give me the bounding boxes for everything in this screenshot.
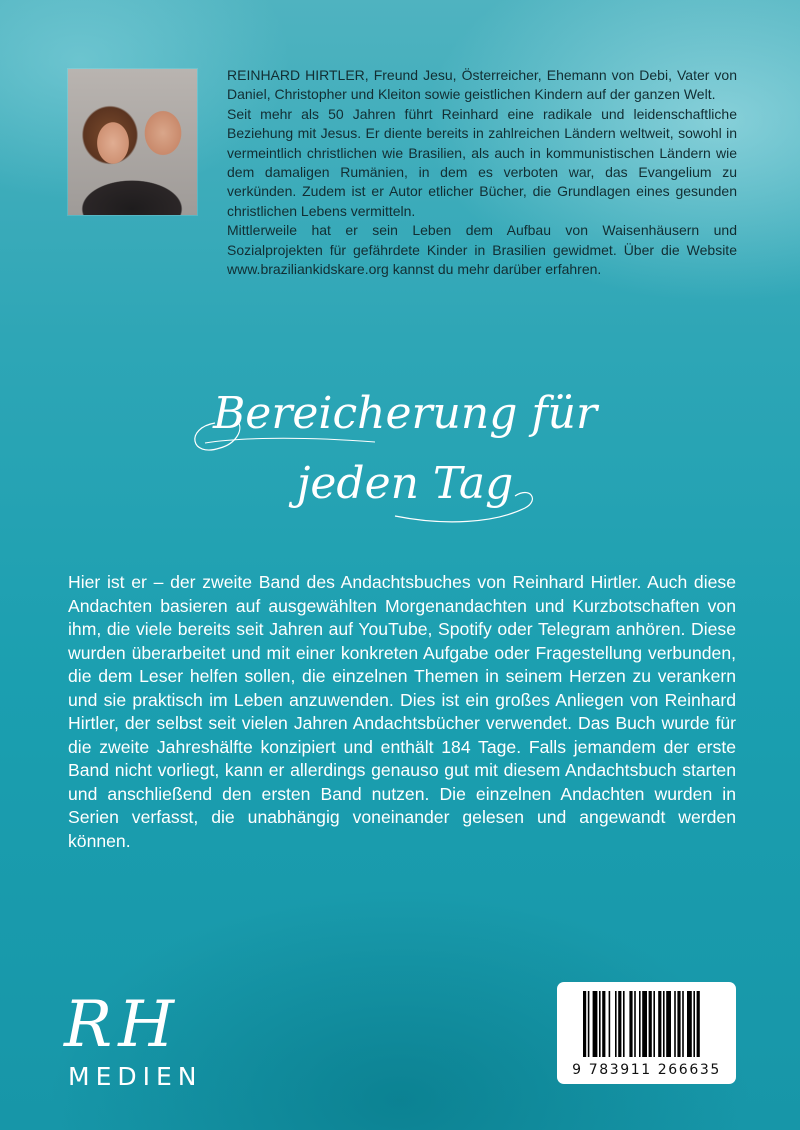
title-line-1: Bereicherung für [212, 388, 598, 439]
book-title [175, 368, 635, 538]
barcode-bar [618, 991, 621, 1057]
barcode-bar [588, 991, 590, 1057]
barcode-bar [677, 991, 680, 1057]
barcode-bar [642, 991, 647, 1057]
barcode-bar [697, 991, 700, 1057]
barcode-bar [639, 991, 641, 1057]
publisher-logo [64, 990, 214, 1090]
book-description: Hier ist er – der zweite Band des Andachtsbuches von Reinhard Hirtler. Auch diese Andachten basieren auf ausgewählten Morgenandachten und Kurzbotschaften von ihm, die viele bereits seit Jahren auf YouTube, Spotify oder Telegram anhören. Diese wurden überarbeitet und mit einer konkreten Aufgabe oder Fragestellung verbunden, die dem Leser helfen sollen, die einzelnen Themen in seinem Herzen zu verankern und sie praktisch im Leben anzuwenden. Dies ist ein großes Anliegen von Reinhard Hirtler, der selbst seit vielen Jahren Andachtsbücher verwendet. Das Buch wurde für die zweite Jahreshälfte konzipiert und enthält 184 Tage. Falls jemandem der erste Band nicht vorliegt, kann er allerdings genauso gut mit diesem Andachtsbuch starten und anschließend den ersten Band nutzen. Die einzelnen Andachten wurden in Serien verfasst, die unabhängig voneinander gelesen und angewandt werden können. [68, 572, 736, 851]
barcode-bar [629, 991, 632, 1057]
barcode-bar [674, 991, 676, 1057]
barcode-bar [653, 991, 655, 1057]
publisher-name: MEDIEN [68, 1062, 203, 1091]
barcode-bar [666, 991, 671, 1057]
isbn-number: 9 783911 266635 [572, 1062, 721, 1078]
barcode-bar [599, 991, 601, 1057]
title-line-2: jeden Tag [296, 458, 514, 509]
bio-paragraph-1: REINHARD HIRTLER, Freund Jesu, Österreicher, Ehemann von Debi, Vater von Daniel, Christopher und Kleiton sowie geistlichen Kindern auf der ganzen Welt. [227, 67, 737, 103]
author-bio [227, 66, 737, 279]
barcode-bar [602, 991, 605, 1057]
title-script [175, 368, 635, 538]
barcode-bar [649, 991, 652, 1057]
barcode-bar [658, 991, 661, 1057]
author-photo [68, 69, 197, 215]
barcode-bar [663, 991, 665, 1057]
isbn-barcode [557, 982, 736, 1084]
barcode-bar [687, 991, 692, 1057]
bio-paragraph-3: Mittlerweile hat er sein Leben dem Aufbau von Waisenhäusern und Sozialprojekten für gefährdete Kinder in Brasilien gewidmet. Über die Website www.braziliankidskare.org kannst du mehr darüber erfahren. [227, 222, 737, 278]
barcode-bar [682, 991, 684, 1057]
barcode-bar [593, 991, 598, 1057]
bio-paragraph-2: Seit mehr als 50 Jahren führt Reinhard eine radikale und leidenschaftliche Beziehung mit Jesus. Er diente bereits in zahlreichen Ländern weltweit, sowohl in vermeintlich christlichen wie Brasilien, als auch in kommunistischen Ländern wie dem damaligen Rumänien, in dem es verboten war, das Evangelium zu verkünden. Zudem ist er Autor etlicher Bücher, die Grundlagen eines gesunden christlichen Lebens vermitteln. [227, 105, 737, 219]
barcode-bar [615, 991, 617, 1057]
barcode-bar [634, 991, 636, 1057]
barcode-bar [623, 991, 625, 1057]
barcode-bars [557, 982, 736, 1062]
publisher-mark: RH [64, 988, 180, 1062]
barcode-bar [583, 991, 586, 1057]
barcode-bar [609, 991, 611, 1057]
title-swash-line1 [205, 438, 375, 443]
barcode-bar [693, 991, 695, 1057]
